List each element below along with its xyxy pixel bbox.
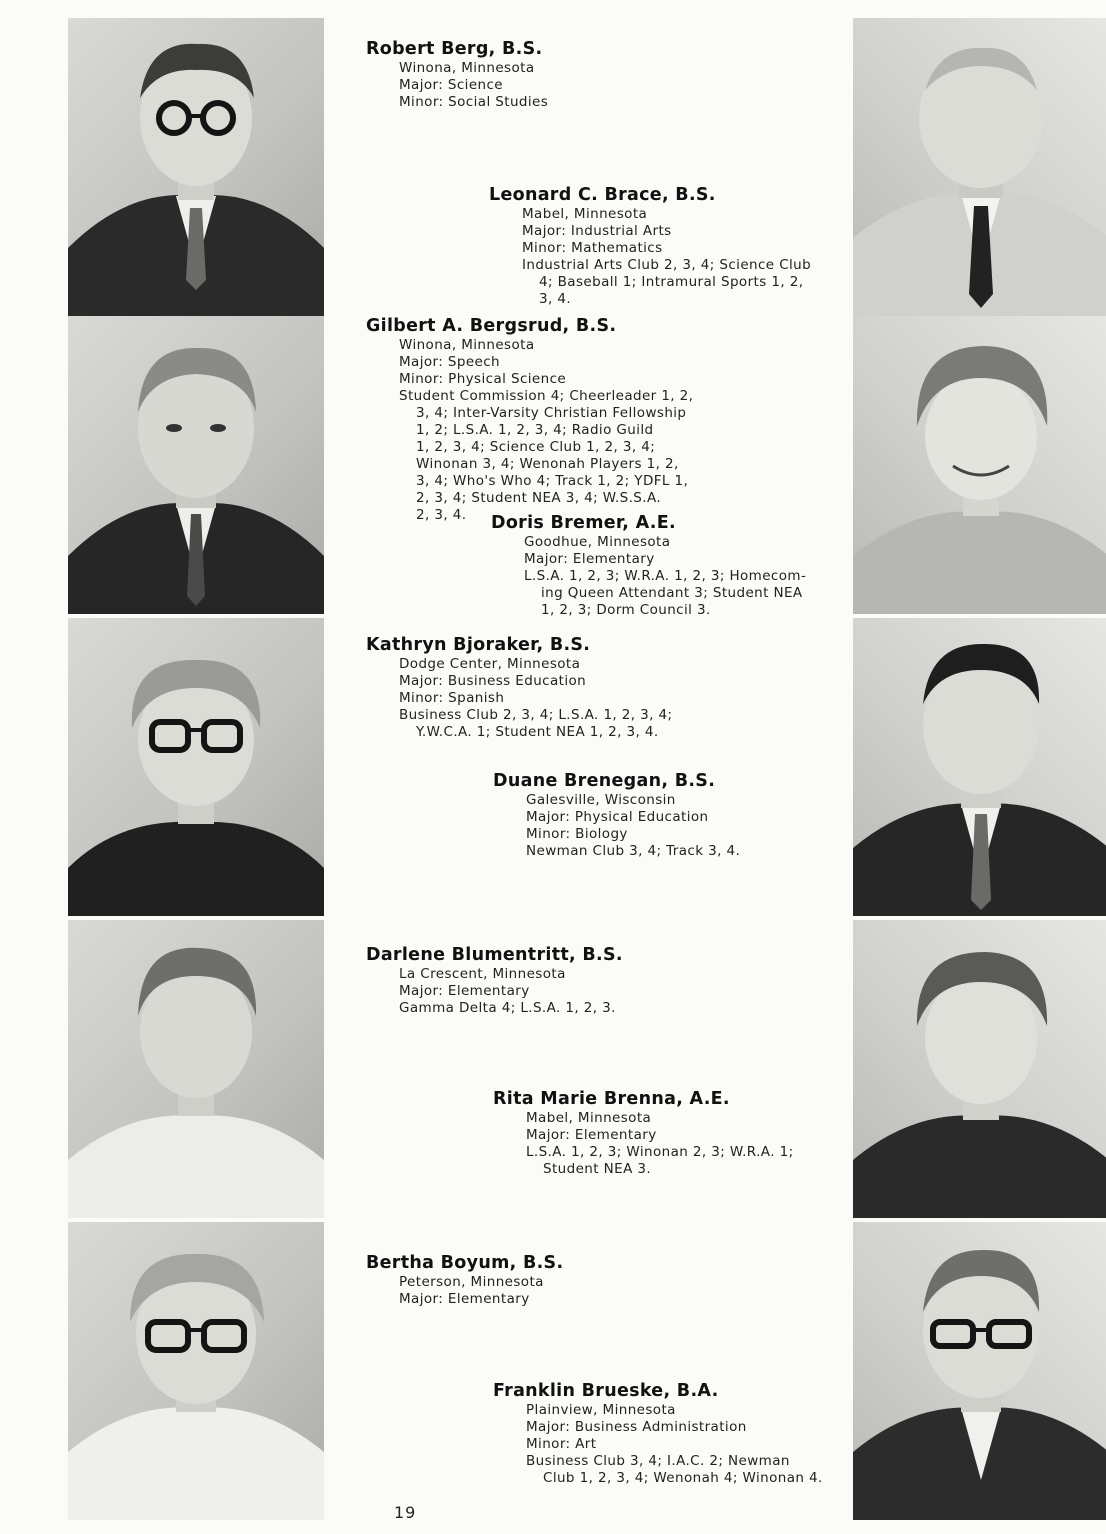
- student-details: [399, 337, 693, 524]
- activities-line: Business Club 3, 4; I.A.C. 2; Newman: [526, 1453, 790, 1469]
- activities-line: Y.W.C.A. 1; Student NEA 1, 2, 3, 4.: [416, 724, 659, 740]
- activities-line: Newman Club 3, 4; Track 3, 4.: [526, 843, 741, 859]
- student-details: [524, 534, 806, 619]
- activities-line: 1, 2, 3; Dorm Council 3.: [541, 602, 711, 618]
- student-hometown: Peterson, Minnesota: [399, 1274, 544, 1290]
- student-name: Doris Bremer, A.E.: [491, 513, 676, 533]
- activities-line: 1, 2, 3, 4; Science Club 1, 2, 3, 4;: [416, 439, 656, 455]
- student-details: [526, 1110, 794, 1178]
- activities-line: 3, 4; Inter-Varsity Christian Fellowship: [416, 405, 687, 421]
- student-activities: [524, 568, 806, 619]
- activities-line: Student Commission 4; Cheerleader 1, 2,: [399, 388, 694, 404]
- student-name: Franklin Brueske, B.A.: [493, 1381, 719, 1401]
- student-entry-rita-marie-brenna: [493, 1088, 794, 1178]
- activities-line: 1, 2; L.S.A. 1, 2, 3, 4; Radio Guild: [416, 422, 654, 438]
- student-entry-doris-bremer: [491, 512, 806, 619]
- student-details: [399, 656, 673, 741]
- portrait-photo-kathryn-bjoraker: [68, 618, 324, 916]
- activities-line: 3, 4.: [539, 291, 572, 307]
- student-entry-kathryn-bjoraker: [366, 634, 673, 741]
- portrait-photo-leonard-brace: [853, 18, 1106, 316]
- student-major: Major: Science: [399, 77, 504, 93]
- student-major: Major: Elementary: [526, 1127, 657, 1143]
- student-name: Leonard C. Brace, B.S.: [489, 185, 716, 205]
- student-hometown: Winona, Minnesota: [399, 60, 535, 76]
- page-number: 19: [394, 1503, 417, 1522]
- student-activities: [522, 257, 811, 308]
- portrait-photo-darlene-blumentritt: [68, 920, 324, 1218]
- student-activities: [399, 388, 693, 524]
- student-entry-leonard-brace: [489, 184, 811, 308]
- student-hometown: Mabel, Minnesota: [522, 206, 648, 222]
- student-name: Robert Berg, B.S.: [366, 39, 543, 59]
- activities-line: 4; Baseball 1; Intramural Sports 1, 2,: [539, 274, 804, 290]
- student-details: [526, 1402, 823, 1487]
- activities-line: ing Queen Attendant 3; Student NEA: [541, 585, 803, 601]
- activities-line: Club 1, 2, 3, 4; Wenonah 4; Winonan 4.: [543, 1470, 823, 1486]
- activities-line: Business Club 2, 3, 4; L.S.A. 1, 2, 3, 4;: [399, 707, 673, 723]
- portrait-photo-bertha-boyum: [68, 1222, 324, 1520]
- portrait-photo-franklin-brueske: [853, 1222, 1106, 1520]
- activities-line: Winonan 3, 4; Wenonah Players 1, 2,: [416, 456, 679, 472]
- portrait-photo-gilbert-bergsrud: [68, 316, 324, 614]
- activities-line: Gamma Delta 4; L.S.A. 1, 2, 3.: [399, 1000, 616, 1016]
- student-hometown: La Crescent, Minnesota: [399, 966, 566, 982]
- student-details: [399, 1274, 563, 1308]
- student-hometown: Dodge Center, Minnesota: [399, 656, 581, 672]
- activities-line: 2, 3, 4.: [416, 507, 467, 523]
- portrait-photo-doris-bremer: [853, 316, 1106, 614]
- student-activities: [526, 843, 740, 860]
- student-name: Gilbert A. Bergsrud, B.S.: [366, 316, 617, 336]
- student-entry-bertha-boyum: [366, 1252, 563, 1308]
- portrait-photo-duane-brenegan: [853, 618, 1106, 916]
- student-entry-gilbert-bergsrud: [366, 315, 693, 524]
- activities-line: 2, 3, 4; Student NEA 3, 4; W.S.S.A.: [416, 490, 662, 506]
- student-major: Major: Speech: [399, 354, 501, 370]
- student-details: [522, 206, 811, 308]
- student-activities: [526, 1453, 823, 1487]
- student-activities: [399, 707, 673, 741]
- student-hometown: Mabel, Minnesota: [526, 1110, 652, 1126]
- student-name: Duane Brenegan, B.S.: [493, 771, 716, 791]
- student-major: Major: Elementary: [524, 551, 655, 567]
- student-entry-duane-brenegan: [493, 770, 740, 860]
- student-major: Major: Business Administration: [526, 1419, 747, 1435]
- student-name: Kathryn Bjoraker, B.S.: [366, 635, 591, 655]
- student-minor: Minor: Social Studies: [399, 94, 549, 110]
- student-major: Major: Elementary: [399, 1291, 530, 1307]
- student-major: Major: Physical Education: [526, 809, 709, 825]
- portrait-photo-robert-berg: [68, 18, 324, 316]
- portrait-photo-rita-marie-brenna: [853, 920, 1106, 1218]
- student-details: [526, 792, 740, 860]
- activities-line: Student NEA 3.: [543, 1161, 652, 1177]
- student-minor: Minor: Biology: [526, 826, 628, 842]
- student-entry-darlene-blumentritt: [366, 944, 623, 1017]
- activities-line: L.S.A. 1, 2, 3; Winonan 2, 3; W.R.A. 1;: [526, 1144, 794, 1160]
- student-activities: [526, 1144, 794, 1178]
- student-details: [399, 60, 548, 111]
- student-minor: Minor: Physical Science: [399, 371, 567, 387]
- student-minor: Minor: Art: [526, 1436, 597, 1452]
- student-hometown: Plainview, Minnesota: [526, 1402, 676, 1418]
- activities-line: L.S.A. 1, 2, 3; W.R.A. 1, 2, 3; Homecom-: [524, 568, 807, 584]
- student-name: Bertha Boyum, B.S.: [366, 1253, 564, 1273]
- activities-line: Industrial Arts Club 2, 3, 4; Science Club: [522, 257, 812, 273]
- student-hometown: Goodhue, Minnesota: [524, 534, 671, 550]
- student-name: Rita Marie Brenna, A.E.: [493, 1089, 730, 1109]
- activities-line: 3, 4; Who's Who 4; Track 1, 2; YDFL 1,: [416, 473, 689, 489]
- student-minor: Minor: Mathematics: [522, 240, 663, 256]
- student-name: Darlene Blumentritt, B.S.: [366, 945, 623, 965]
- student-major: Major: Business Education: [399, 673, 587, 689]
- student-activities: [399, 1000, 623, 1017]
- student-hometown: Winona, Minnesota: [399, 337, 535, 353]
- student-entry-franklin-brueske: [493, 1380, 823, 1487]
- student-minor: Minor: Spanish: [399, 690, 505, 706]
- student-major: Major: Industrial Arts: [522, 223, 672, 239]
- student-major: Major: Elementary: [399, 983, 530, 999]
- student-entry-robert-berg: [366, 38, 548, 111]
- student-hometown: Galesville, Wisconsin: [526, 792, 676, 808]
- student-details: [399, 966, 623, 1017]
